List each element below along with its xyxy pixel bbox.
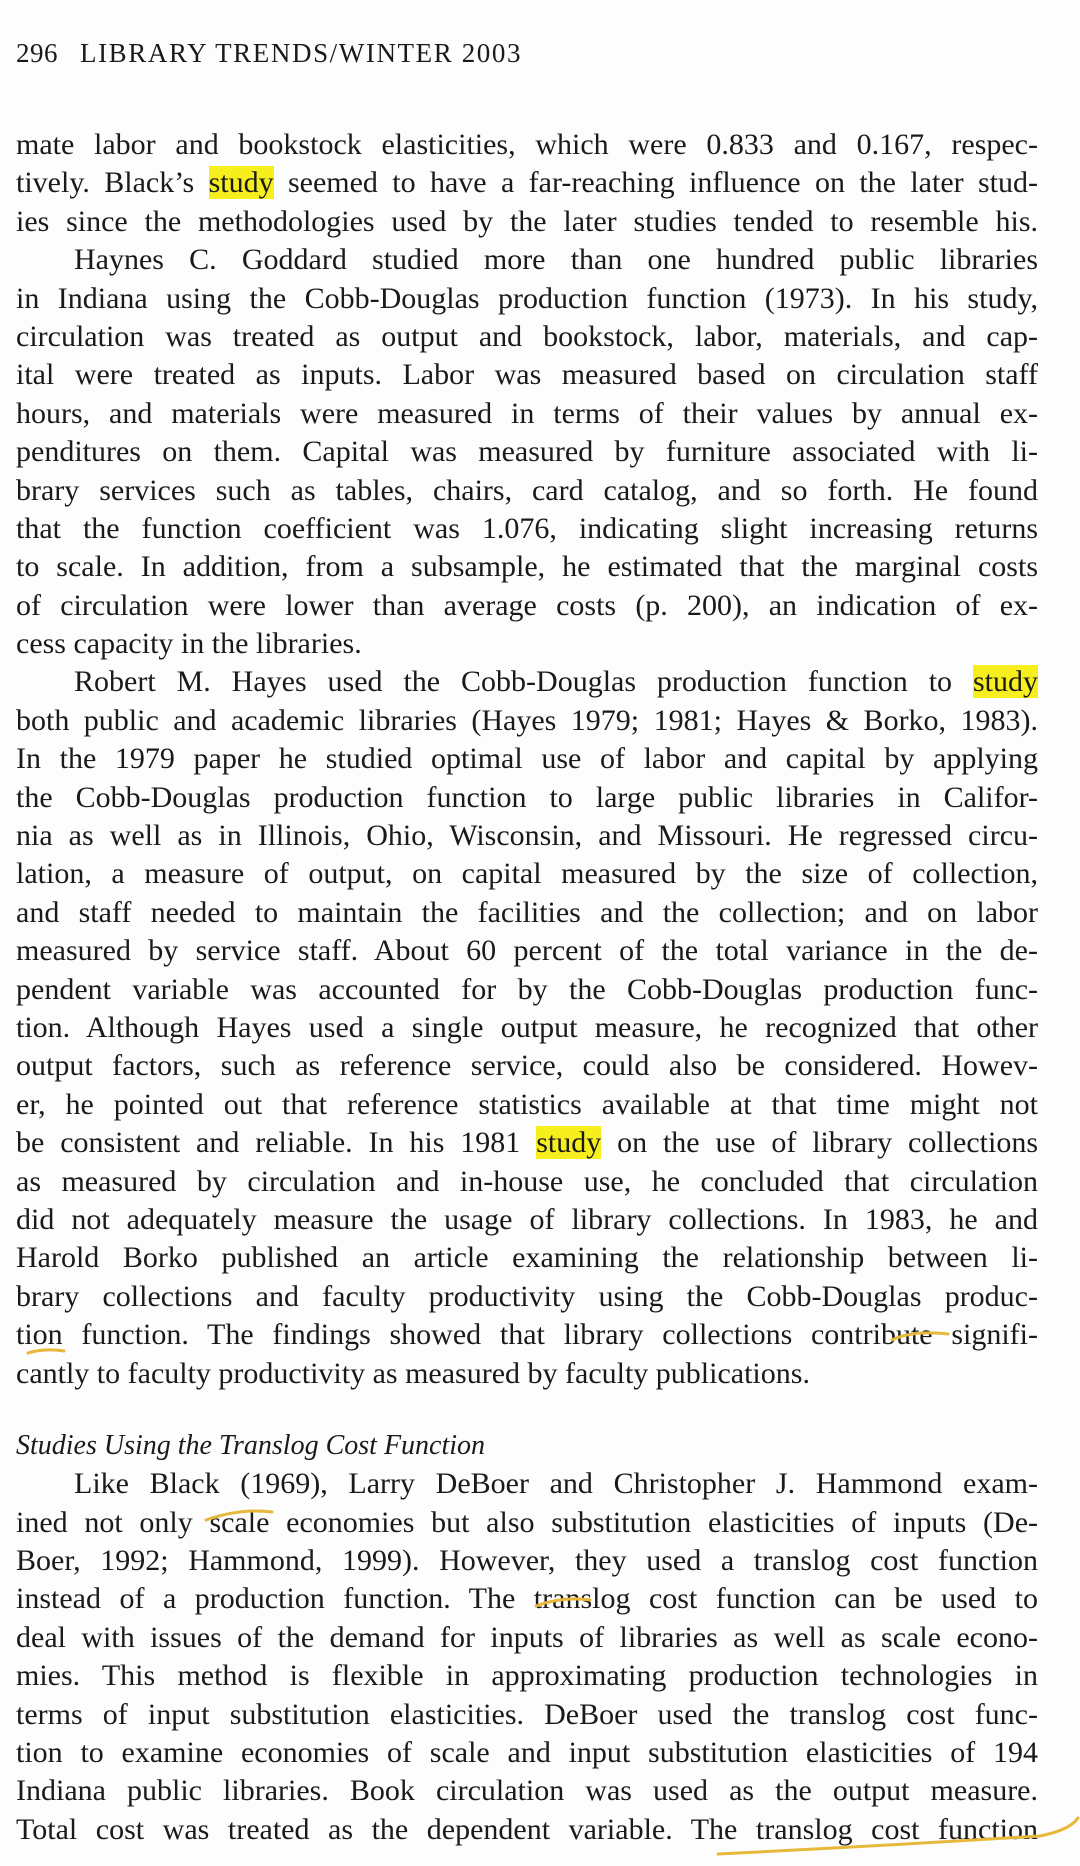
section-subheading: Studies Using the Translog Cost Function: [16, 1429, 486, 1461]
text-line: brary collections and faculty productivity using the Cobb-Douglas produc-: [16, 1279, 1038, 1313]
text-line: pendent variable was accounted for by the Cobb-Douglas production func-: [16, 972, 1038, 1006]
text-line: circulation was treated as output and bookstock, labor, materials, and cap-: [16, 319, 1038, 353]
body-text: [16, 126, 1038, 1849]
text-line: In the 1979 paper he studied optimal use of labor and capital by applying: [16, 742, 1038, 776]
text-line: that the function coefficient was 1.076, indicating slight increasing returns: [16, 511, 1038, 545]
highlighted-word: study: [536, 1126, 602, 1160]
text-line: terms of input substitution elasticities. DeBoer used the translog cost func-: [16, 1697, 1038, 1731]
text-line: cantly to faculty productivity as measured by faculty publications.: [16, 1356, 810, 1390]
text-line: deal with issues of the demand for inputs of libraries as well as scale econo-: [16, 1620, 1038, 1654]
text-line: hours, and materials were measured in terms of their values by annual ex-: [16, 396, 1038, 430]
text-line: lation, a measure of output, on capital measured by the size of collection,: [16, 857, 1038, 891]
text-line: the Cobb-Douglas production function to large public libraries in Califor-: [16, 780, 1038, 814]
text-line: mate labor and bookstock elasticities, which were 0.833 and 0.167, respec-: [16, 128, 1038, 161]
text-line: penditures on them. Capital was measured by furniture associated with li-: [16, 435, 1038, 469]
text-line: did not adequately measure the usage of library collections. In 1983, he and: [16, 1202, 1038, 1236]
text-line: of circulation were lower than average costs (p. 200), an indication of ex-: [16, 588, 1038, 622]
text-line: and staff needed to maintain the facilities and the collection; and on labor: [16, 895, 1038, 929]
text-line: output factors, such as reference service, could also be considered. Howev-: [16, 1049, 1038, 1083]
text-line: as measured by circulation and in-house use, he concluded that circulation: [16, 1164, 1038, 1198]
text-line: Haynes C. Goddard studied more than one hundred public libraries: [74, 243, 1038, 277]
journal-title: LIBRARY TRENDS/WINTER 2003: [80, 38, 523, 68]
text-line: ital were treated as inputs. Labor was measured based on circulation staff: [16, 358, 1038, 392]
highlighted-word: study: [208, 166, 274, 200]
text-line: cess capacity in the libraries.: [16, 627, 362, 661]
text-line: both public and academic libraries (Hayes 1979; 1981; Hayes & Borko, 1983).: [16, 703, 1038, 737]
text-line: nia as well as in Illinois, Ohio, Wisconsin, and Missouri. He regressed circu-: [16, 819, 1038, 853]
text-line: mies. This method is flexible in approximating production technologies in: [16, 1659, 1038, 1693]
page-number: 296: [16, 38, 58, 68]
text-line: Like Black (1969), Larry DeBoer and Christopher J. Hammond exam-: [74, 1467, 1038, 1501]
text-line: tion to examine economies of scale and input substitution elasticities of 194: [16, 1736, 1038, 1770]
text-line: er, he pointed out that reference statistics available at that time might not: [16, 1087, 1038, 1121]
text-line: Boer, 1992; Hammond, 1999). However, they used a translog cost function: [16, 1544, 1038, 1578]
text-line: Indiana public libraries. Book circulation was used as the output measure.: [16, 1774, 1038, 1808]
text-line: in Indiana using the Cobb-Douglas production function (1973). In his study,: [16, 281, 1038, 315]
text-line: Total cost was treated as the dependent variable. The translog cost function: [16, 1812, 1038, 1846]
text-line: to scale. In addition, from a subsample, he estimated that the marginal costs: [16, 550, 1038, 584]
text-line: Robert M. Hayes used the Cobb-Douglas production function to study: [74, 665, 1038, 699]
text-line: tively. Black’s study seemed to have a far-reaching influence on the later stud-: [16, 166, 1038, 200]
highlighted-word: study: [972, 665, 1038, 699]
running-head: [16, 38, 522, 69]
text-line: instead of a production function. The translog cost function can be used to: [16, 1582, 1038, 1616]
text-line: ies since the methodologies used by the later studies tended to resemble his.: [16, 204, 1038, 238]
text-line: measured by service staff. About 60 percent of the total variance in the de-: [16, 934, 1038, 968]
text-line: ined not only scale economies but also substitution elasticities of inputs (De-: [16, 1505, 1038, 1539]
text-line: tion function. The findings showed that library collections contribute signifi-: [16, 1318, 1038, 1352]
text-line: brary services such as tables, chairs, card catalog, and so forth. He found: [16, 473, 1038, 507]
text-line: be consistent and reliable. In his 1981 study on the use of library collections: [16, 1126, 1039, 1160]
text-line: Harold Borko published an article examining the relationship between li-: [16, 1241, 1038, 1275]
text-line: tion. Although Hayes used a single output measure, he recognized that other: [16, 1010, 1038, 1044]
